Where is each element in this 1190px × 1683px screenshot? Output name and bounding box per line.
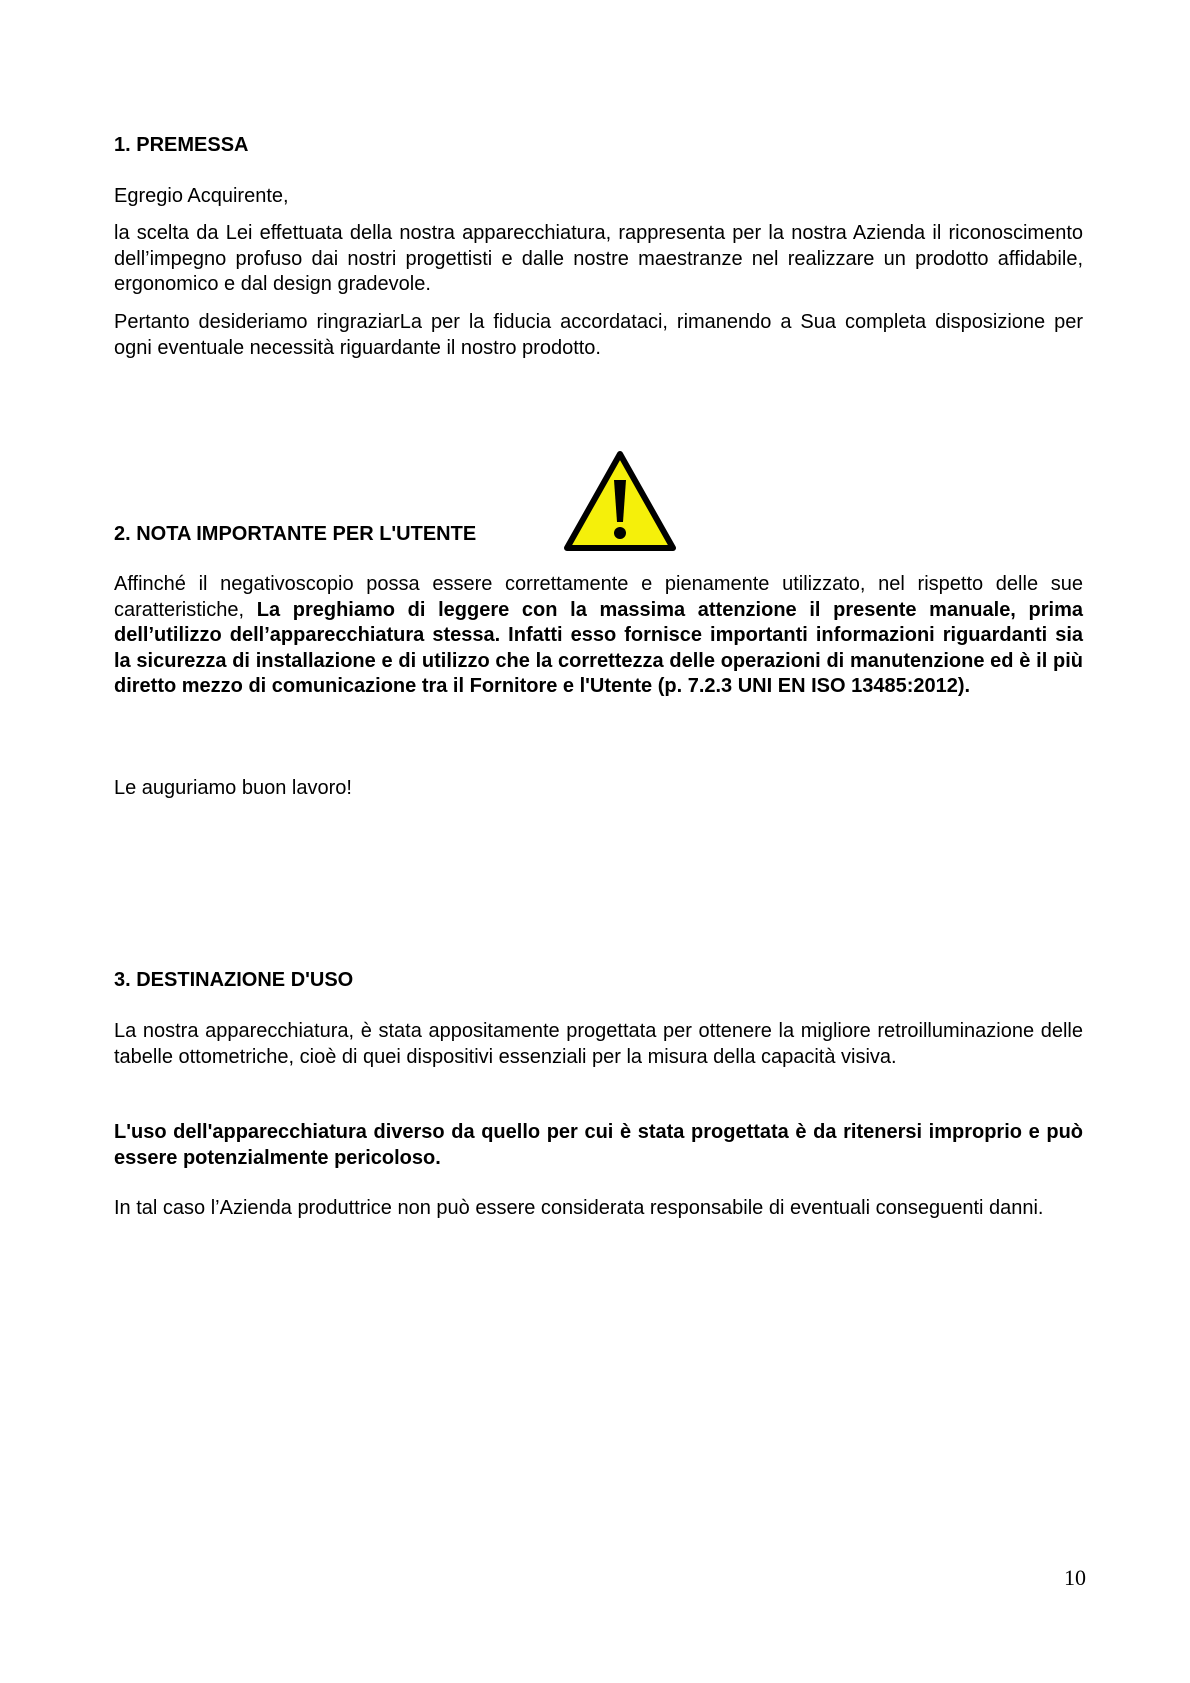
premessa-paragraph-1: la scelta da Lei effettuata della nostra apparecchiatura, rappresenta per la nostra Azienda il riconoscimento dell’impegno profuso dai nostri progettisti e dalle nostre maestranze nel realizzare un prodotto affidabile, ergonomico e dal design gradevole. (114, 222, 1083, 295)
nota-paragraph-regular: Affinché il negativoscopio possa essere correttamente e pienamente utilizzato, nel rispetto delle sue caratteristiche, (114, 573, 1083, 621)
section-heading-destinazione: 3. DESTINAZIONE D'USO (114, 969, 354, 991)
section-heading-premessa: 1. PREMESSA (114, 134, 249, 156)
nota-paragraph (114, 572, 1083, 700)
destinazione-paragraph-2: L'uso dell'apparecchiatura diverso da quello per cui è stata progettata è da ritenersi improprio e può essere potenzialmente pericoloso. (114, 1121, 1083, 1169)
destinazione-paragraph-3: In tal caso l’Azienda produttrice non può essere considerata responsabile di eventuali conseguenti danni. (114, 1197, 1044, 1219)
salutation: Egregio Acquirente, (114, 185, 289, 207)
warning-triangle-icon (563, 450, 677, 552)
destinazione-paragraph-1: La nostra apparecchiatura, è stata appositamente progettata per ottenere la migliore retroilluminazione delle tabelle ottometriche, cioè di quei dispositivi essenziali per la misura della capacità visiva. (114, 1020, 1083, 1068)
page-number: 10 (1064, 1565, 1086, 1590)
nota-paragraph-bold: La preghiamo di leggere con la massima attenzione il presente manuale, prima dell’utilizzo dell’apparecchiatura stessa. Infatti esso fornisce importanti informazioni riguardanti sia la sicurezza di installazione e di utilizzo che la correttezza delle operazioni di manutenzione ed è il più diretto mezzo di comunicazione tra il Fornitore e l'Utente (p. 7.2.3 UNI EN ISO 13485:2012). (114, 598, 1084, 697)
section-heading-nota: 2. NOTA IMPORTANTE PER L'UTENTE (114, 523, 477, 545)
closing-wish: Le auguriamo buon lavoro! (114, 777, 352, 799)
premessa-paragraph-2: Pertanto desideriamo ringraziarLa per la fiducia accordataci, rimanendo a Sua completa disposizione per ogni eventuale necessità riguardante il nostro prodotto. (114, 311, 1083, 359)
